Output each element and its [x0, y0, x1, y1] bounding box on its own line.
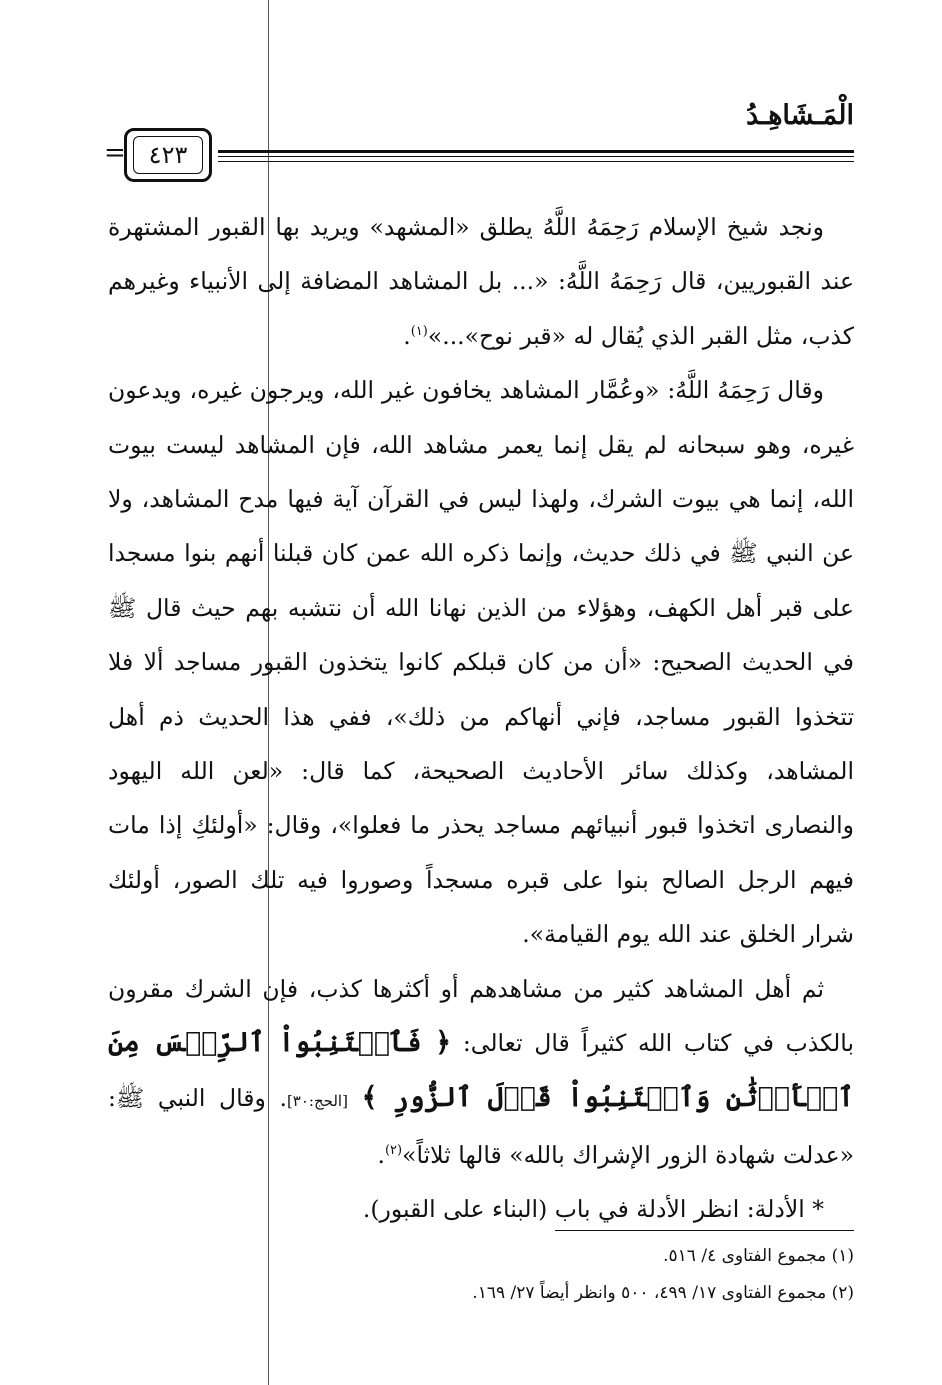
footnote-marker-1: (١) [410, 323, 428, 339]
paragraph-1: ونجد شيخ الإسلام رَحِمَهُ اللَّهُ يطلق «المشهد» ويريد بها القبور المشتهرة عند القبوريين، قال رَحِمَهُ اللَّهُ: «... بل المشاهد المضافة إلى الأنبياء وغيرهم كذب، مثل القبر الذي يُقال له «قبر نوح»...»$^{(١)}$. [108, 213, 854, 350]
paragraph-3-text-b: . وقال النبي ﷺ: «عدلت شهادة الزور الإشراك بالله» قالها ثلاثاً» [108, 1083, 854, 1169]
running-title: الْمَـشَاهِـدُ [746, 100, 854, 131]
footnote-marker-2: (٢) [384, 1143, 403, 1159]
page-number-frame [124, 128, 212, 182]
footnote-2: (٢) مجموع الفتاوى ١٧/ ٤٩٩، ٥٠٠ وانظر أيضاً ٢٧/ ١٦٩. [472, 1283, 854, 1303]
footnote-separator [555, 1230, 854, 1231]
paragraph-1-text: ونجد شيخ الإسلام رَحِمَهُ اللَّهُ يطلق «المشهد» ويريد بها القبور المشتهرة عند القبوريين، قال رَحِمَهُ اللَّهُ: «... بل المشاهد المضافة إلى الأنبياء وغيرهم كذب، مثل القبر الذي يُقال له «قبر نوح»...» [108, 213, 854, 350]
page-number: ٤٢٣ [133, 136, 203, 174]
evidence-note: * الأدلة: انظر الأدلة في باب (البناء على القبور). [362, 1195, 824, 1224]
page-number-mark: = [104, 138, 126, 168]
quran-reference: [الحج:٣٠] [286, 1091, 348, 1110]
paragraph-3-text-a: ثم أهل المشاهد كثير من مشاهدهم أو أكثرها كذب، فإن الشرك مقرون بالكذب في كتاب الله كثيراً قال تعالى: [108, 974, 854, 1058]
footnotes [300, 1238, 854, 1312]
footnote-1: (١) مجموع الفتاوى ٤/ ٥١٦. [663, 1246, 854, 1266]
main-text [108, 200, 854, 1237]
header-rule-thick [218, 150, 854, 153]
paragraph-3: ثم أهل المشاهد كثير من مشاهدهم أو أكثرها كذب، فإن الشرك مقرون بالكذب في كتاب الله كثيراً قال تعالى: ﴿ فَٱجۡتَنِبُواْ ٱلرِّجۡسَ مِنَ ٱلۡأَوۡثَٰنِ وَٱجۡتَنِبُواْ قَوۡلَ ٱلزُّورِ ﴾ [الحج:٣٠]. وقال النبي ﷺ: «عدلت شهادة الزور الإشراك بالله» قالها ثلاثاً»$^{(٢)}$. [108, 974, 854, 1169]
quran-verse: ﴿ فَٱجۡتَنِبُواْ ٱلرِّجۡسَ مِنَ ٱلۡأَوۡثَٰنِ وَٱجۡتَنِبُواْ قَوۡلَ ٱلزُّورِ ﴾ [108, 1027, 854, 1113]
paragraph-2: وقال رَحِمَهُ اللَّهُ: «وعُمَّار المشاهد يخافون غير الله، ويرجون غيره، ويدعون غيره، وهو سبحانه لم يقل إنما يعمر مشاهد الله، فإن المشاهد ليست بيوت الله، إنما هي بيوت الشرك، ولهذا ليس في القرآن آية فيها مدح المشاهد، ولا عن النبي ﷺ في ذلك حديث، وإنما ذكره الله عمن كان قبلنا أنهم بنوا مسجدا على قبر أهل الكهف، وهؤلاء من الذين نهانا الله أن نتشبه بهم حيث قال ﷺ في الحديث الصحيح: «أن من كان قبلكم كانوا يتخذون القبور مساجد ألا فلا تتخذوا القبور مساجد، فإني أنهاكم من ذلك»، ففي هذا الحديث ذم أهل المشاهد، وكذلك سائر الأحاديث الصحيحة، كما قال: «لعن الله اليهود والنصارى اتخذوا قبور أنبيائهم مساجد يحذر ما فعلوا»، وقال: «أولئكِ إذا مات فيهم الرجل الصالح بنوا على قبره مسجداً وصوروا فيه تلك الصور، أولئك شرار الخلق عند الله يوم القيامة». [108, 376, 854, 949]
header-rule-thin [218, 156, 854, 157]
header-rule-thin-lower [218, 161, 854, 162]
